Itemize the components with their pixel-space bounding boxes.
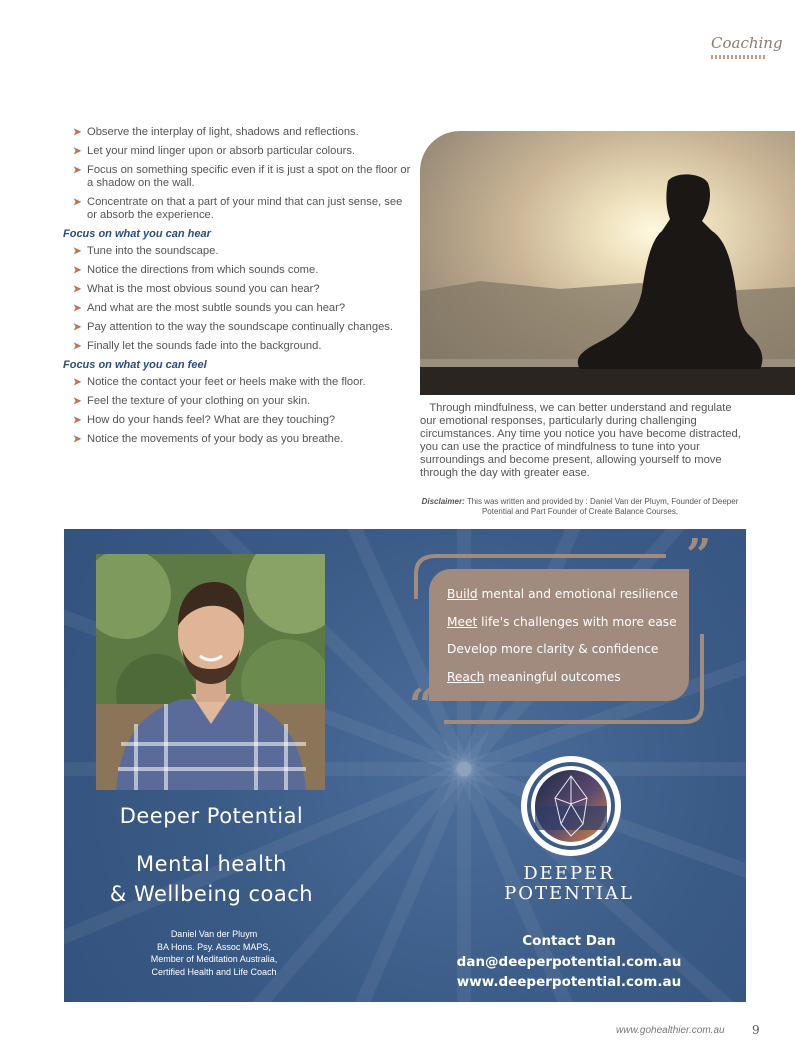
chevron-right-icon: ➤: [73, 322, 82, 333]
disclaimer: Disclaimer: This was written and provided by : Daniel Van der Pluym, Founder of Deeper Potential and Part Founder of Create Balance Courses.: [421, 497, 739, 516]
chevron-right-icon: ➤: [73, 396, 82, 407]
chevron-right-icon: ➤: [73, 265, 82, 276]
page-number: 9: [752, 1023, 760, 1037]
feel-heading: Focus on what you can feel: [63, 359, 207, 371]
list-item: ➤ Notice the movements of your body as you breathe.: [73, 433, 344, 445]
coach-role: Mental health & Wellbeing coach: [109, 852, 314, 906]
meditation-silhouette-image: [420, 131, 795, 395]
chevron-right-icon: ➤: [73, 284, 82, 295]
chevron-right-icon: ➤: [73, 341, 82, 352]
coach-portrait: [96, 554, 325, 790]
deeper-potential-logo-icon: [519, 754, 623, 858]
close-quote-icon: ”: [686, 530, 712, 581]
ad-panel: [64, 529, 746, 1002]
email-link[interactable]: dan@deeperpotential.com.au: [456, 953, 682, 970]
chevron-right-icon: ➤: [73, 146, 82, 157]
list-item: ➤ Notice the contact your feet or heels make with the floor.: [73, 376, 366, 388]
coach-portrait-image: [96, 554, 325, 790]
mindfulness-paragraph: Through mindfulness, we can better understand and regulate our emotional responses, particularly during challenging circumstances. Any time you notice you have become distracted, you can use the practice of mindfulness to tune into your surroundings and become present, allowing yourself to move through the day with greater ease.: [420, 402, 741, 479]
sight-list: [63, 126, 413, 222]
benefit-line: Build mental and emotional resilience: [447, 587, 678, 601]
chevron-right-icon: ➤: [73, 197, 82, 208]
contact-heading: Contact Dan: [522, 933, 616, 949]
list-item: ➤ How do your hands feel? What are they touching?: [73, 414, 336, 426]
meditation-photo: [420, 131, 795, 395]
list-item: ➤ What is the most obvious sound you can hear?: [73, 283, 320, 295]
chevron-right-icon: ➤: [73, 246, 82, 257]
benefits-list: [447, 587, 697, 697]
list-item: ➤ Pay attention to the way the soundscape continually changes.: [73, 321, 393, 333]
benefit-line: Develop more clarity & confidence: [447, 642, 659, 656]
footer-url[interactable]: www.gohealthier.com.au: [616, 1025, 725, 1036]
brand-name: Deeper Potential: [119, 804, 304, 828]
benefit-line: Reach meaningful outcomes: [447, 669, 621, 684]
list-item: ➤ Finally let the sounds fade into the background.: [73, 340, 322, 352]
section-tag: Coaching: [711, 34, 783, 52]
section-rule: [711, 55, 767, 59]
hear-heading: Focus on what you can hear: [63, 228, 211, 240]
list-item: ➤ And what are the most subtle sounds you can hear?: [73, 302, 346, 314]
left-column: [63, 126, 413, 452]
list-item: ➤ Notice the directions from which sounds come.: [73, 264, 319, 276]
chevron-right-icon: ➤: [73, 377, 82, 388]
list-item: ➤ Observe the interplay of light, shadows and reflections.: [73, 126, 359, 138]
open-quote-icon: “: [409, 680, 435, 731]
list-item: ➤ Feel the texture of your clothing on your skin.: [73, 395, 311, 407]
chevron-right-icon: ➤: [73, 434, 82, 445]
chevron-right-icon: ➤: [73, 415, 82, 426]
hear-list: [63, 245, 413, 353]
website-link[interactable]: www.deeperpotential.com.au: [456, 974, 682, 990]
chevron-right-icon: ➤: [73, 165, 82, 176]
list-item: ➤ Tune into the soundscape.: [73, 245, 219, 257]
contact-block: [449, 931, 689, 993]
benefit-line: Meet life's challenges with more ease: [447, 614, 677, 629]
feel-list: [63, 376, 413, 446]
list-item: ➤ Let your mind linger upon or absorb particular colours.: [73, 145, 356, 157]
chevron-right-icon: ➤: [73, 127, 82, 138]
coach-credentials: Daniel Van der Pluym BA Hons. Psy. Assoc MAPS, Member of Meditation Australia, Certified Health and Life Coach: [150, 929, 278, 977]
list-item: ➤ Focus on something specific even if it is just a spot on the floor or a shadow on the wall.: [73, 164, 411, 189]
chevron-right-icon: ➤: [73, 303, 82, 314]
list-item: ➤ Concentrate on that a part of your mind that can just sense, see or absorb the experience.: [73, 196, 403, 221]
logo-wordmark: DEEPER POTENTIAL: [504, 863, 634, 904]
